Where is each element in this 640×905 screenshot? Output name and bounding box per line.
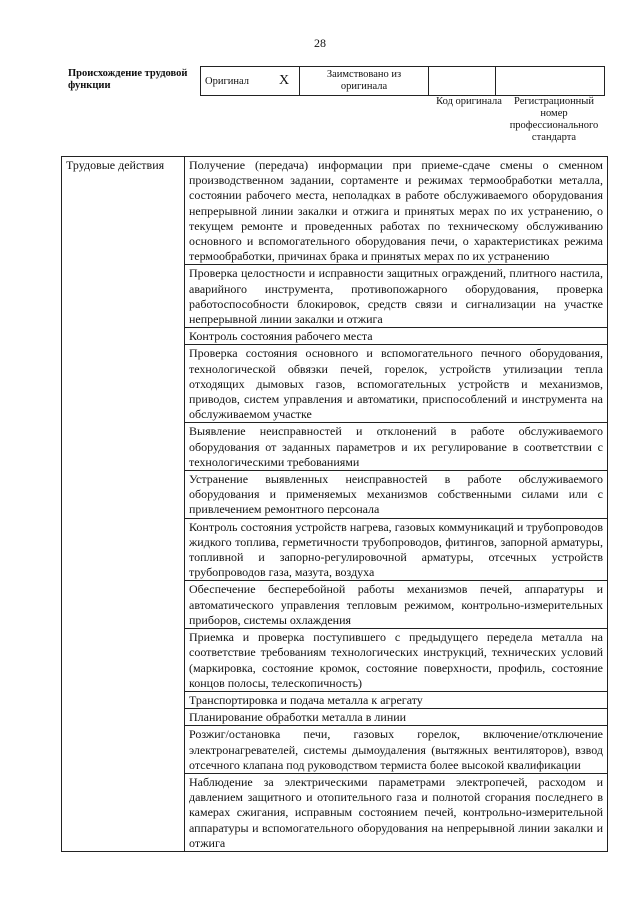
action-item: Розжиг/остановка печи, газовых горелок, включение/отключение электронагревателей, системы дымоудаления (вытяжных вентиляторов), взвод отсечного клапана под руководством термиста более высокой квалификации bbox=[185, 726, 608, 774]
action-item: Получение (передача) информации при приеме-сдаче смены о сменном производственном задании, сортаменте и режимах термообработки металла, состоянии рабочего места, неполадках в работе обслуживаемого оборудования непрерывной линии закалки и отжига и принятых мерах по их устранению, о текущем ремонте и проведенных работах по техническому обслуживанию основного и вспомогательного оборудования печи, о характеристиках режима термообработки, причинах брака и принятых мерах по их устранению bbox=[185, 157, 608, 265]
original-cell: Оригинал bbox=[201, 67, 270, 96]
action-item: Проверка состояния основного и вспомогательного печного оборудования, технологической обвязки печей, горелок, устройств утилизации тепла отходящих дымовых газов, вспомогательных устройств и механизмов, приводов, систем управления и автоматики, приспособлений и инструмента на обслуживаемом участке bbox=[185, 345, 608, 423]
borrowed-cell: Заимствовано из оригинала bbox=[300, 67, 429, 96]
origin-label: Происхождение трудовой функции bbox=[68, 68, 188, 91]
labor-actions-table bbox=[61, 156, 608, 852]
action-item: Выявление неисправностей и отклонений в работе обслуживаемого оборудования от заданных параметров и их регулирование в соответствии с технологическими требованиями bbox=[185, 423, 608, 471]
action-item: Проверка целостности и исправности защитных ограждений, плитного настила, аварийного инструмента, противопожарного оборудования, проверка работоспособности блокировок, средств связи и сигнализации на участке непрерывной линии закалки и отжига bbox=[185, 265, 608, 328]
code-caption: Код оригинала bbox=[436, 96, 502, 107]
action-item: Контроль состояния устройств нагрева, газовых коммуникаций и трубопроводов жидкого топлива, герметичности трубопроводов, фитингов, запорной арматуры, топливной и запорно-регулировочной арматуры, отсечных устройств трубопроводов газа, мазута, воздуха bbox=[185, 518, 608, 581]
action-item: Транспортировка и подача металла к агрегату bbox=[185, 691, 608, 708]
action-item: Планирование обработки металла в линии bbox=[185, 709, 608, 726]
reg-number-caption: Регистрационный номер профессионального стандарта bbox=[509, 96, 599, 143]
reg-number-cell bbox=[496, 67, 605, 96]
action-item: Наблюдение за электрическими параметрами электропечей, расходом и давлением защитного и отопительного газа и полнотой сгорания последнего в камерах сжигания, исправным состоянием печей, контрольно-измерительной аппаратуры и вспомогательного оборудования на непрерывной линии закалки и отжига bbox=[185, 773, 608, 851]
code-cell bbox=[429, 67, 496, 96]
page-number: 28 bbox=[314, 36, 326, 50]
action-item: Устранение выявленных неисправностей в работе обслуживаемого оборудования и применяемых механизмов собственными силами или с привлечением ремонтного персонала bbox=[185, 471, 608, 519]
labor-actions-label: Трудовые действия bbox=[62, 157, 185, 852]
action-item: Обеспечение бесперебойной работы механизмов печей, аппаратуры и автоматического управления тепловым режимом, контрольно-измерительных приборов, системы охлаждения bbox=[185, 581, 608, 629]
table-row bbox=[62, 157, 608, 265]
action-item: Приемка и проверка поступившего с предыдущего передела металла на соответствие требованиям технологических инструкций, технических условий (маркировка, состояние кромок, состояние поверхности, профиль, состояние концов полосы, телескопичность) bbox=[185, 629, 608, 692]
action-item: Контроль состояния рабочего места bbox=[185, 328, 608, 345]
original-mark: X bbox=[269, 67, 300, 96]
origin-table bbox=[200, 66, 605, 96]
